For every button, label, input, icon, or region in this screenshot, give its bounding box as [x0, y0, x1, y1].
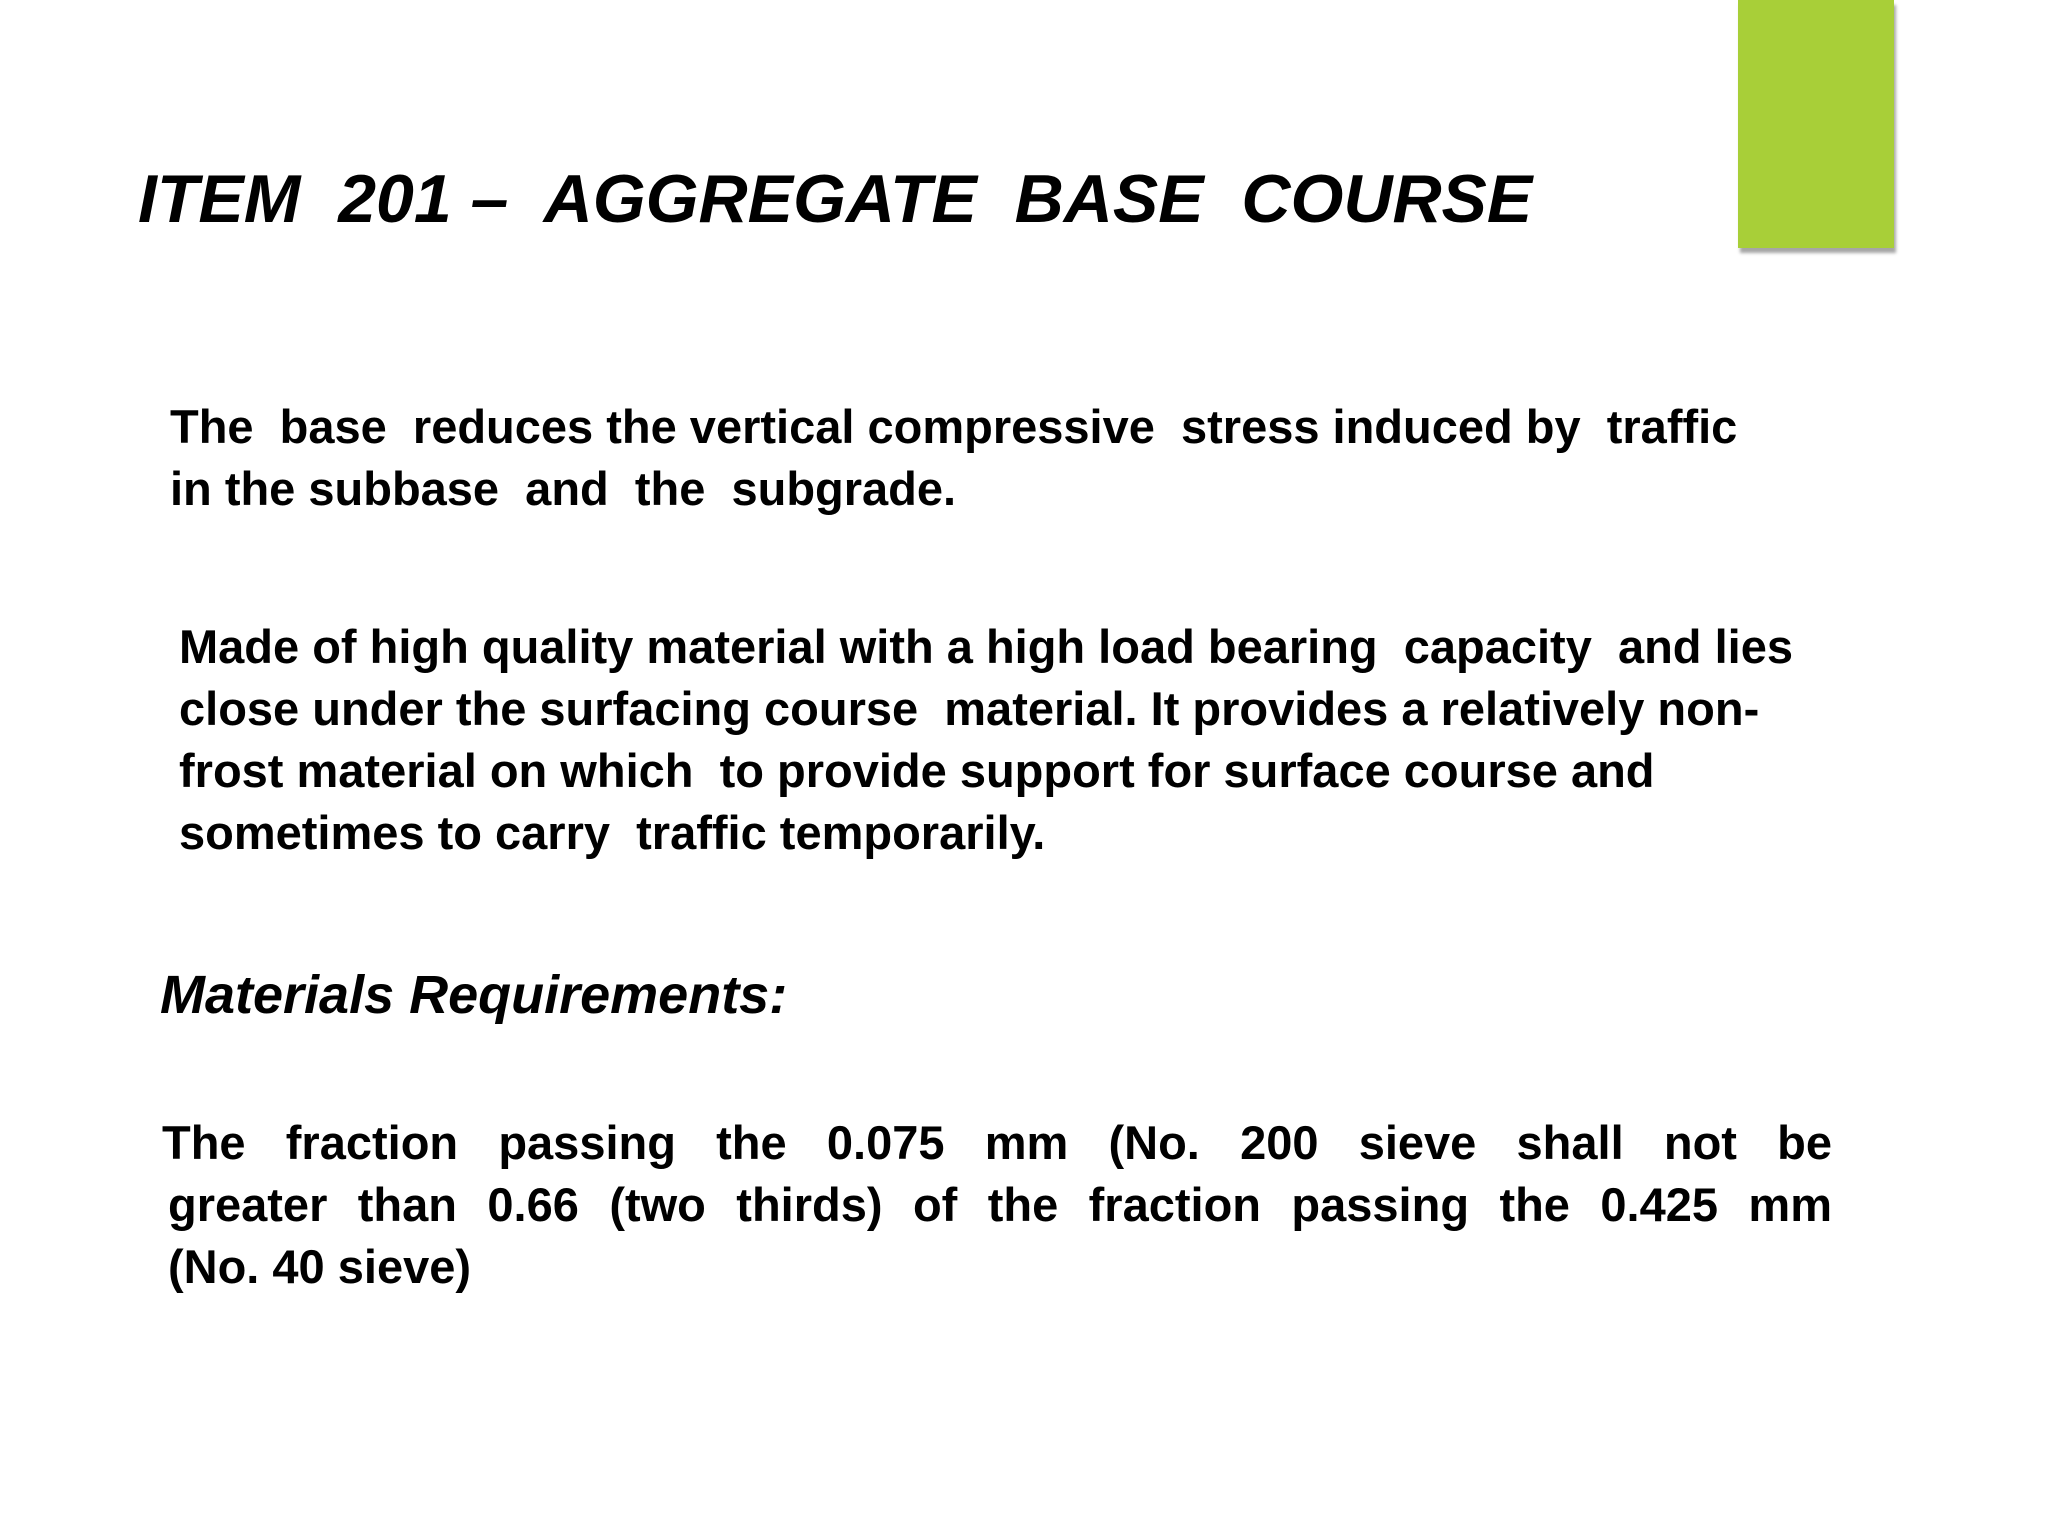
paragraph-line: frost material on which to provide support for surface course and [179, 744, 1655, 797]
paragraph-sieve-requirement [162, 1112, 1832, 1298]
paragraph-line: close under the surfacing course material. It provides a relatively non- [179, 682, 1760, 735]
slide-title: ITEM 201 – AGGREGATE BASE COURSE [138, 161, 1533, 237]
materials-requirements-heading: Materials Requirements: [160, 965, 788, 1025]
paragraph-line: The fraction passing the 0.075 mm (No. 200 sieve shall not be [162, 1116, 1832, 1169]
accent-tab [1738, 0, 1894, 248]
paragraph-line: in the subbase and the subgrade. [170, 462, 957, 515]
paragraph-base-function [170, 396, 1737, 520]
paragraph-line: (No. 40 sieve) [168, 1240, 472, 1293]
paragraph-base-material [179, 616, 1793, 864]
paragraph-line: greater than 0.66 (two thirds) of the fraction passing the 0.425 mm [168, 1178, 1832, 1231]
paragraph-line: The base reduces the vertical compressive stress induced by traffic [170, 400, 1738, 453]
paragraph-line: Made of high quality material with a high load bearing capacity and lies [179, 620, 1793, 673]
paragraph-line: sometimes to carry traffic temporarily. [179, 806, 1046, 859]
